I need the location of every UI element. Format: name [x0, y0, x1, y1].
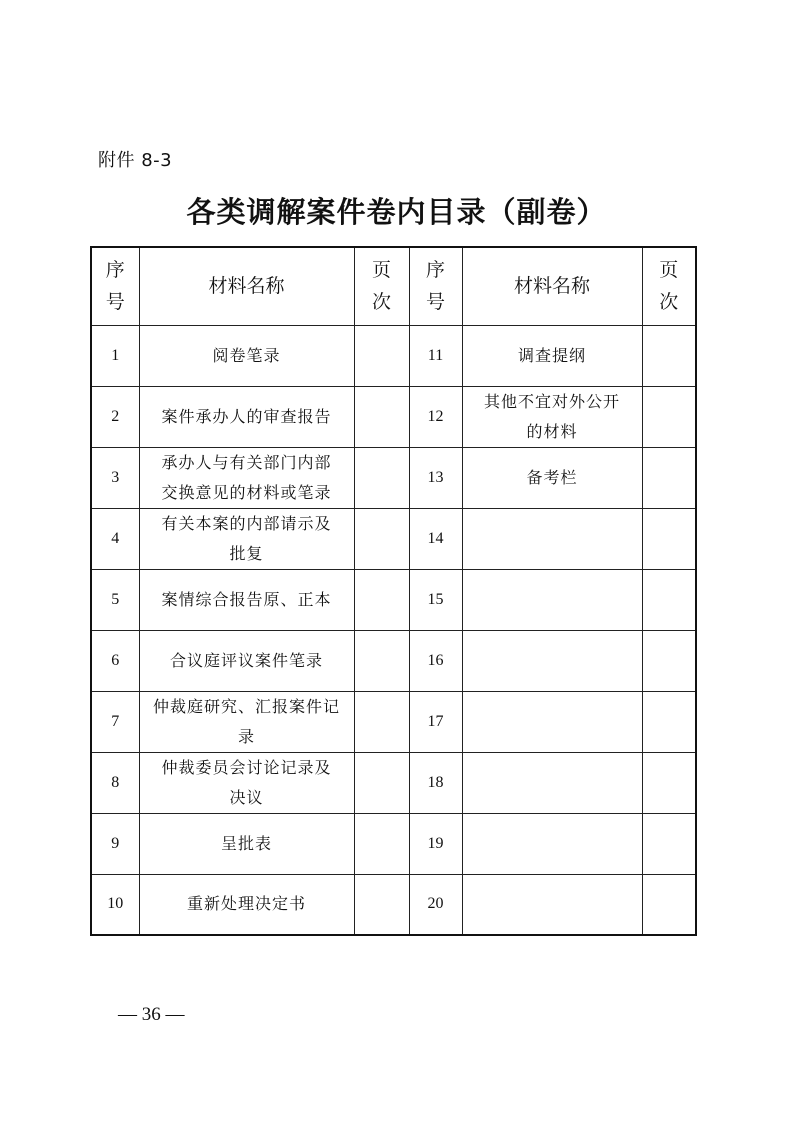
right-page-cell	[642, 447, 696, 508]
left-page-cell	[354, 752, 409, 813]
left-material-name-cell: 仲裁委员会讨论记录及 决议	[139, 752, 354, 813]
right-material-name-cell: 其他不宜对外公开 的材料	[462, 386, 642, 447]
header-seq-right: 序 号	[409, 247, 462, 325]
right-number-cell: 15	[409, 569, 462, 630]
right-page-cell	[642, 569, 696, 630]
table-row	[91, 325, 696, 386]
left-page-cell	[354, 874, 409, 935]
left-material-name-cell: 重新处理决定书	[139, 874, 354, 935]
header-page-left: 页 次	[354, 247, 409, 325]
right-number-cell: 18	[409, 752, 462, 813]
left-page-cell	[354, 325, 409, 386]
right-page-cell	[642, 630, 696, 691]
right-number-cell: 16	[409, 630, 462, 691]
left-number-cell: 7	[91, 691, 139, 752]
document-title: 各类调解案件卷内目录（副卷）	[186, 195, 607, 229]
right-material-name-cell	[462, 630, 642, 691]
right-page-cell	[642, 508, 696, 569]
left-number-cell: 2	[91, 386, 139, 447]
left-material-name-cell: 阅卷笔录	[139, 325, 354, 386]
left-page-cell	[354, 447, 409, 508]
left-page-cell	[354, 569, 409, 630]
attachment-label: 附件 8-3	[98, 150, 173, 171]
table-row	[91, 508, 696, 569]
table-row	[91, 447, 696, 508]
right-material-name-cell: 备考栏	[462, 447, 642, 508]
right-number-cell: 14	[409, 508, 462, 569]
left-material-name-cell: 合议庭评议案件笔录	[139, 630, 354, 691]
header-material-name-right: 材料名称	[462, 247, 642, 325]
left-material-name-cell: 承办人与有关部门内部 交换意见的材料或笔录	[139, 447, 354, 508]
table-row	[91, 630, 696, 691]
header-material-name-left: 材料名称	[139, 247, 354, 325]
left-number-cell: 9	[91, 813, 139, 874]
table-row	[91, 752, 696, 813]
right-material-name-cell: 调查提纲	[462, 325, 642, 386]
left-page-cell	[354, 508, 409, 569]
left-page-cell	[354, 386, 409, 447]
right-material-name-cell	[462, 508, 642, 569]
left-number-cell: 3	[91, 447, 139, 508]
left-number-cell: 4	[91, 508, 139, 569]
right-page-cell	[642, 874, 696, 935]
left-material-name-cell: 案件承办人的审查报告	[139, 386, 354, 447]
right-page-cell	[642, 752, 696, 813]
table-row	[91, 691, 696, 752]
right-number-cell: 13	[409, 447, 462, 508]
left-page-cell	[354, 813, 409, 874]
catalog-table	[90, 246, 697, 936]
right-number-cell: 19	[409, 813, 462, 874]
header-row	[91, 247, 696, 325]
page-number: — 36 —	[118, 1004, 185, 1025]
table-row	[91, 569, 696, 630]
left-number-cell: 8	[91, 752, 139, 813]
left-number-cell: 1	[91, 325, 139, 386]
right-page-cell	[642, 813, 696, 874]
left-number-cell: 6	[91, 630, 139, 691]
right-number-cell: 11	[409, 325, 462, 386]
table-row	[91, 874, 696, 935]
left-material-name-cell: 仲裁庭研究、汇报案件记 录	[139, 691, 354, 752]
left-number-cell: 10	[91, 874, 139, 935]
right-page-cell	[642, 386, 696, 447]
left-number-cell: 5	[91, 569, 139, 630]
right-page-cell	[642, 691, 696, 752]
right-material-name-cell	[462, 874, 642, 935]
right-number-cell: 20	[409, 874, 462, 935]
right-material-name-cell	[462, 813, 642, 874]
right-number-cell: 12	[409, 386, 462, 447]
left-material-name-cell: 呈批表	[139, 813, 354, 874]
header-seq-left: 序 号	[91, 247, 139, 325]
left-material-name-cell: 案情综合报告原、正本	[139, 569, 354, 630]
right-material-name-cell	[462, 691, 642, 752]
right-page-cell	[642, 325, 696, 386]
left-page-cell	[354, 691, 409, 752]
right-number-cell: 17	[409, 691, 462, 752]
left-page-cell	[354, 630, 409, 691]
left-material-name-cell: 有关本案的内部请示及 批复	[139, 508, 354, 569]
right-material-name-cell	[462, 752, 642, 813]
table-row	[91, 386, 696, 447]
right-material-name-cell	[462, 569, 642, 630]
table-row	[91, 813, 696, 874]
header-page-right: 页 次	[642, 247, 696, 325]
